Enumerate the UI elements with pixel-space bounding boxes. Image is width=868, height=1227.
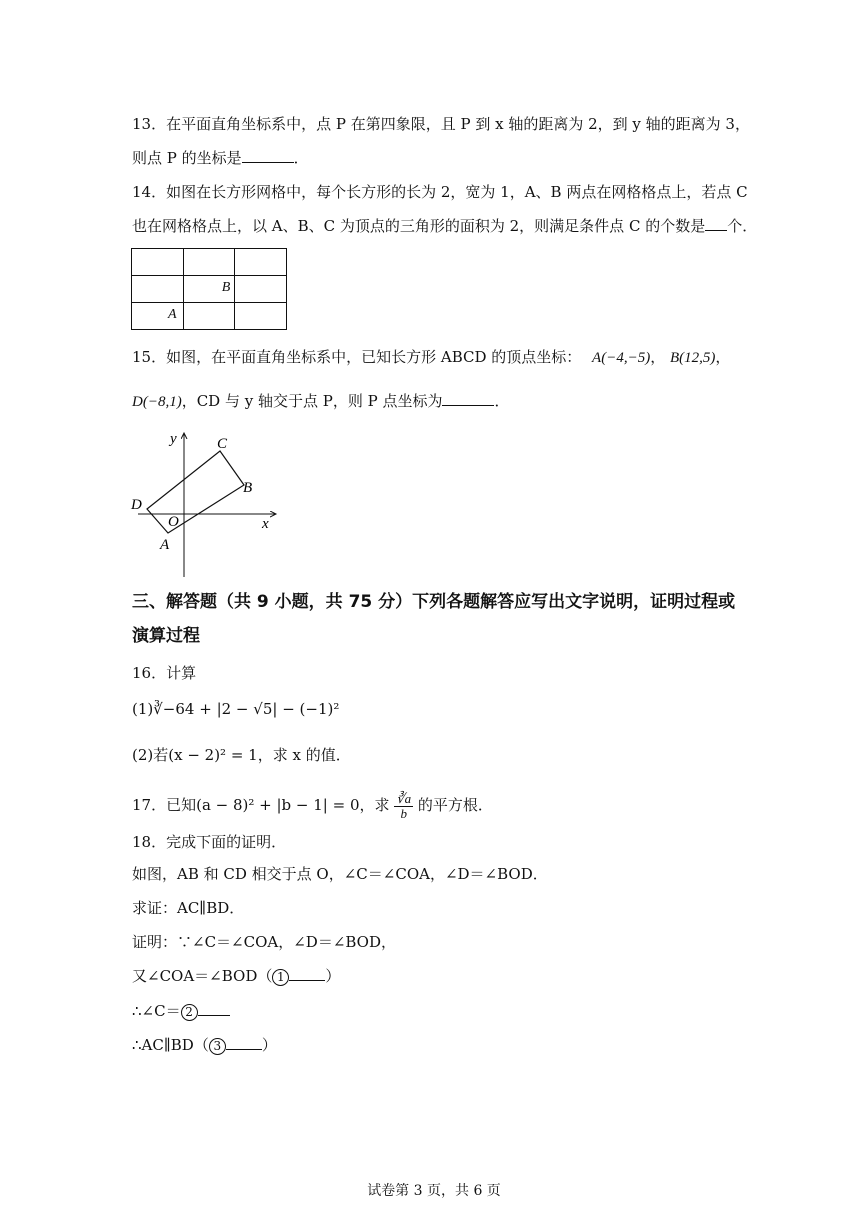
circle-3: 3 [209,1038,226,1055]
q17-prefix: 17．已知(a − 8)² + |b − 1| = 0，求 [132,796,390,814]
q13-line2 [132,148,309,168]
section3-heading-line2: 演算过程 [132,626,200,646]
q16-part1: (1)∛−64 + |2 − √5| − (−1)² [132,700,340,718]
rectangle-abcd [147,451,244,533]
q14-grid-figure [131,248,287,326]
q15-point-b: B(12,5) [670,350,716,366]
page-footer: 试卷第 3 页，共 6 页 [367,1183,501,1199]
q18-proof2-suffix: ） [325,967,341,985]
q16-part2: (2)若(x − 2)² = 1，求 x 的值． [132,746,351,764]
q13-line1: 13．在平面直角坐标系中，点 P 在第四象限，且 P 到 x 轴的距离为 2，到 y 轴的距离为 3， [132,115,750,133]
label-d: D [131,497,142,513]
q15-line2-suffix: ． [494,392,510,410]
q14-line2 [132,216,757,236]
q18-proof4-prefix: ∴AC∥BD（ [132,1036,209,1054]
q18-proof1: 证明：∵∠C＝∠COA，∠D＝∠BOD， [132,933,397,951]
q18-prove: 求证：AC∥BD． [132,899,245,917]
q15-line2-text: ，CD 与 y 轴交于点 P，则 P 点坐标为 [181,392,443,410]
q18-title: 18．完成下面的证明． [132,833,287,851]
q18-proof2-prefix: 又∠COA＝∠BOD（ [132,967,273,985]
q13-line2-suffix: ． [293,149,309,167]
label-y: y [170,431,177,447]
circle-2: 2 [181,1004,198,1021]
grid-label-b: B [221,280,231,295]
q15-point-a: A(−4,−5) [592,350,651,366]
q18-given: 如图，AB 和 CD 相交于点 O，∠C＝∠COA，∠D＝∠BOD． [132,865,548,883]
q18-proof4 [132,1035,277,1055]
q15-point-d: D(−8,1) [132,394,182,410]
q14-line2-suffix: 个． [727,217,758,235]
q18-blank-3[interactable] [226,1035,262,1050]
q18-blank-1[interactable] [289,966,325,981]
grid-label-a: A [168,307,177,322]
q15-line1: 15．如图，在平面直角坐标系中，已知长方形 ABCD 的顶点坐标： A(−4,−5)， B(12,5)， [132,348,731,366]
section3-heading-line1: 三、解答题（共 9 小题，共 75 分）下列各题解答应写出文字说明，证明过程或 [132,592,736,612]
q14-answer-blank[interactable] [705,216,727,231]
q17-frac-num: ∛a [396,790,412,806]
q17-suffix: 的平方根． [417,796,493,814]
q15-answer-blank[interactable] [442,391,494,406]
label-x: x [262,516,269,532]
label-b: B [243,480,253,496]
q17-frac-den: b [400,805,407,821]
q18-proof3 [132,1001,230,1021]
q15-line1-prefix: 15．如图，在平面直角坐标系中，已知长方形 ABCD 的顶点坐标： [132,348,582,366]
q18-proof2 [132,966,340,986]
q13-answer-blank[interactable] [242,148,294,163]
label-o: O [168,514,179,530]
q14-line2-prefix: 也在网格格点上，以 A、B、C 为顶点的三角形的面积为 2，则满足条件点 C 的个数是 [132,217,706,235]
q15-coordinate-figure [128,425,288,585]
q16-title: 16．计算 [132,664,197,682]
q17-fraction [394,792,413,821]
q18-proof4-suffix: ） [261,1036,277,1054]
q18-proof3-prefix: ∴∠C＝ [132,1002,181,1020]
q18-blank-2[interactable] [198,1001,230,1016]
label-a: A [160,537,170,553]
circle-1: 1 [272,969,289,986]
q15-line2 [132,391,510,412]
label-c: C [217,436,228,452]
q13-line2-prefix: 则点 P 的坐标是 [132,149,242,167]
q17-line [132,790,493,821]
q14-line1: 14．如图在长方形网格中，每个长方形的长为 2，宽为 1，A、B 两点在网格格点上，若点 C [132,183,748,201]
